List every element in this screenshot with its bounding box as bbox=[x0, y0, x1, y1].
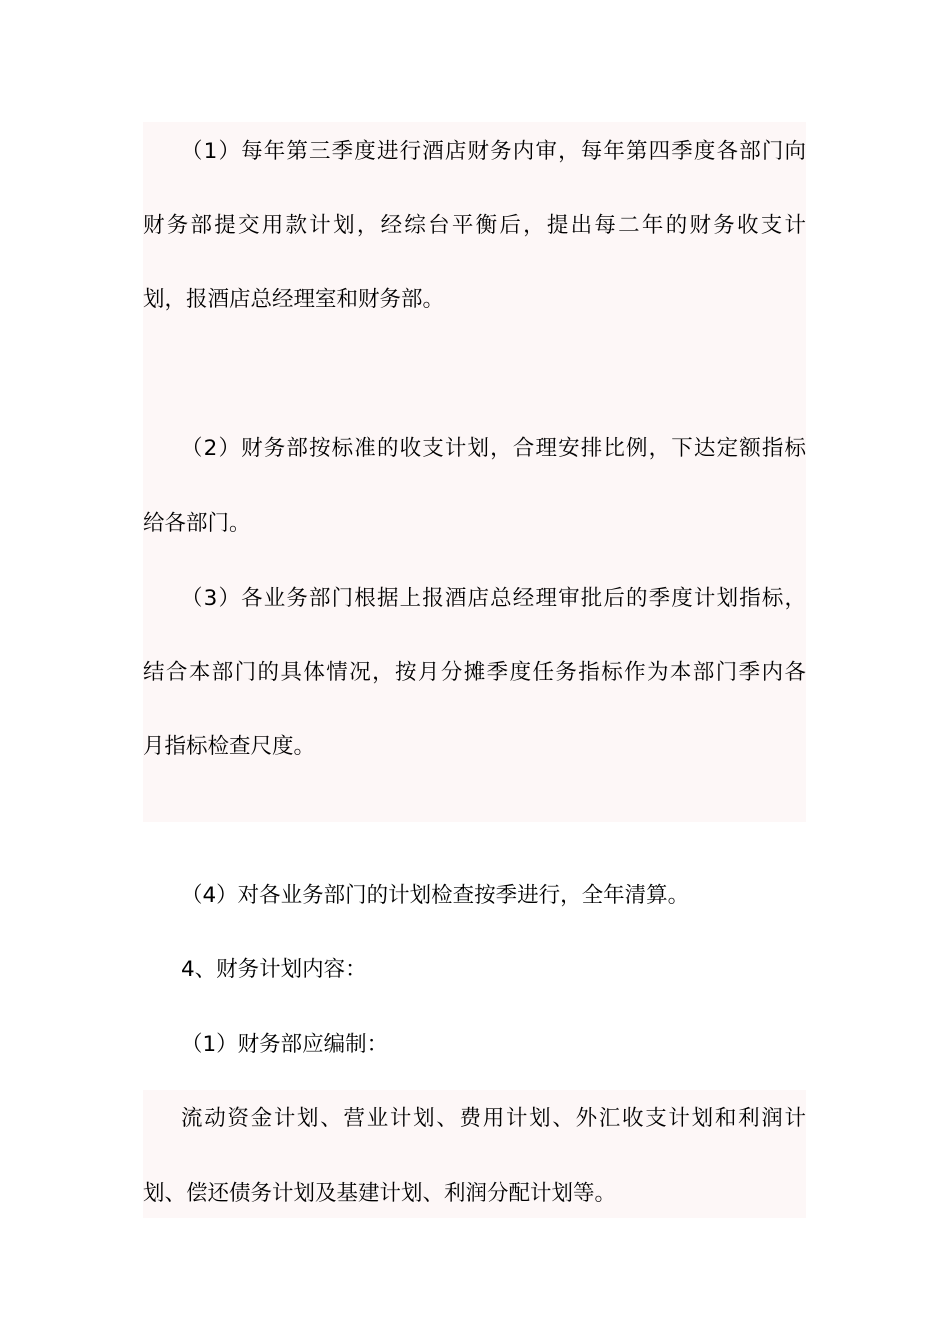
paragraph-7-line-2: 划、偿还债务计划及基建计划、利润分配计划等。 bbox=[143, 1181, 617, 1206]
paragraph-3-line-1: （3）各业务部门根据上报酒店总经理审批后的季度计划指标， bbox=[181, 586, 806, 611]
paragraph-1-line-1: （1）每年第三季度进行酒店财务内审，每年第四季度各部门向 bbox=[181, 139, 806, 164]
paragraph-3-line-2: 结合本部门的具体情况，按月分摊季度任务指标作为本部门季内各 bbox=[143, 660, 806, 685]
paragraph-4-line-1: （4）对各业务部门的计划检查按季进行，全年清算。 bbox=[181, 883, 690, 908]
paragraph-2-line-1: （2）财务部按标准的收支计划，合理安排比例，下达定额指标 bbox=[181, 436, 806, 461]
paragraph-1-line-2: 财务部提交用款计划，经综台平衡后，提出每二年的财务收支计 bbox=[143, 213, 806, 238]
paragraph-7-line-1: 流动资金计划、营业计划、费用计划、外汇收支计划和利润计 bbox=[181, 1106, 806, 1131]
section-heading: 4、财务计划内容： bbox=[181, 957, 367, 982]
subsection-1-heading: （1）财务部应编制： bbox=[181, 1032, 389, 1057]
paragraph-2-line-2: 给各部门。 bbox=[143, 511, 251, 536]
paragraph-1-line-3: 划，报酒店总经理室和财务部。 bbox=[143, 287, 445, 312]
paragraph-3-line-3: 月指标检查尺度。 bbox=[143, 734, 316, 759]
